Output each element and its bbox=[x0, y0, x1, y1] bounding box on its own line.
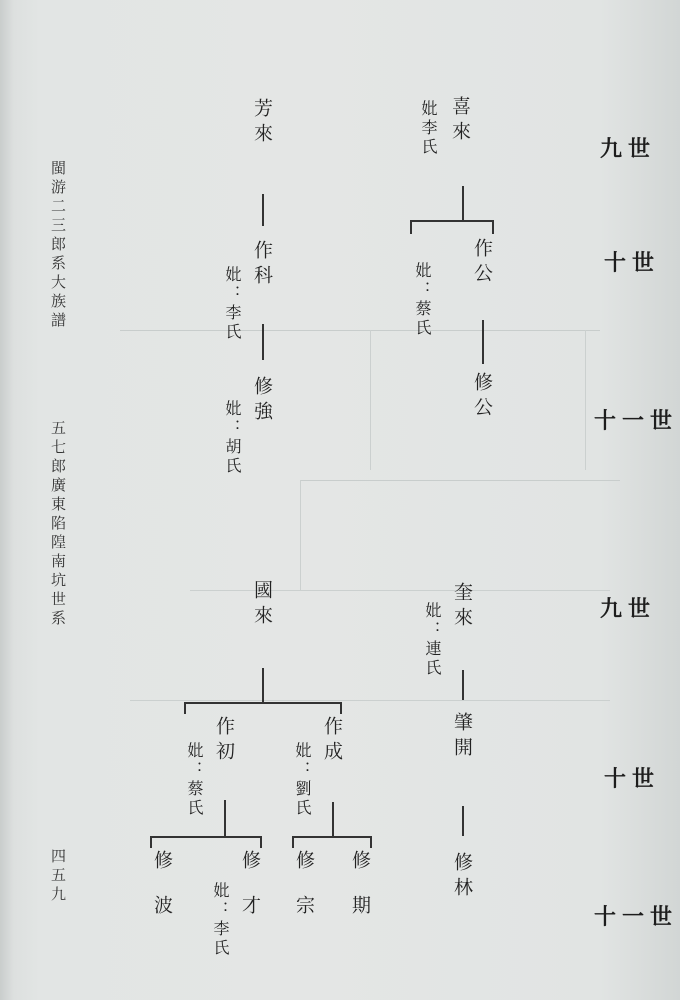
son-a-wife: 妣：蔡氏 bbox=[413, 262, 432, 338]
connector bbox=[462, 806, 464, 836]
son-d2-wife: 妣：蔡氏 bbox=[185, 742, 204, 818]
son-b-wife: 妣：李氏 bbox=[223, 266, 242, 342]
connector bbox=[150, 836, 152, 848]
grandson-b-wife: 妣：胡氏 bbox=[223, 400, 242, 476]
grandson-d1b-name: 修宗 bbox=[293, 850, 315, 940]
son-d1-wife: 妣：劉氏 bbox=[293, 742, 312, 818]
generation-label-9-lower: 九世 bbox=[600, 596, 657, 622]
connector bbox=[224, 800, 226, 836]
connector bbox=[292, 836, 294, 848]
connector bbox=[332, 802, 334, 836]
connector bbox=[462, 670, 464, 700]
generation-label-11: 十一世 bbox=[594, 408, 679, 434]
founder-c-name: 奎來 bbox=[451, 582, 473, 632]
connector bbox=[492, 220, 494, 234]
grandson-d1a-name: 修期 bbox=[349, 850, 371, 940]
founder-d-name: 國來 bbox=[251, 580, 273, 630]
generation-label-11-lower: 十一世 bbox=[594, 904, 679, 930]
connector bbox=[462, 186, 464, 220]
son-d1-name: 作成 bbox=[321, 716, 343, 766]
son-b-name: 作科 bbox=[251, 240, 273, 290]
connector bbox=[410, 220, 494, 222]
son-d2-name: 作初 bbox=[213, 716, 235, 766]
connector bbox=[262, 668, 264, 702]
generation-label-9: 九世 bbox=[600, 136, 657, 162]
generation-label-10: 十世 bbox=[604, 250, 661, 276]
connector bbox=[262, 324, 264, 360]
connector bbox=[410, 220, 412, 234]
connector bbox=[184, 702, 186, 714]
connector bbox=[260, 836, 262, 848]
connector bbox=[482, 320, 484, 364]
grandson-d2a-wife: 妣：李氏 bbox=[211, 882, 230, 958]
grandson-d2a-name: 修才 bbox=[239, 850, 261, 940]
founder-a-name: 喜來 bbox=[449, 96, 471, 146]
son-a-name: 作公 bbox=[471, 238, 493, 288]
son-c-name: 肇開 bbox=[451, 712, 473, 762]
grandson-a-name: 修公 bbox=[471, 372, 493, 422]
connector bbox=[340, 702, 342, 714]
book-title: 閩游二三郎系大族譜 bbox=[49, 160, 67, 331]
connector bbox=[262, 194, 264, 226]
connector bbox=[370, 836, 372, 848]
section-title: 五七郎廣東陷隍南坑世系 bbox=[49, 420, 67, 629]
founder-b-name: 芳來 bbox=[251, 98, 273, 148]
grandson-d2b-name: 修波 bbox=[151, 850, 173, 940]
connector bbox=[150, 836, 262, 838]
founder-c-wife: 妣：連氏 bbox=[423, 602, 442, 678]
generation-label-10-lower: 十世 bbox=[604, 766, 661, 792]
connector bbox=[184, 702, 342, 704]
founder-a-wife: 妣李氏 bbox=[419, 100, 438, 157]
grandson-b-name: 修強 bbox=[251, 376, 273, 426]
connector bbox=[292, 836, 372, 838]
grandson-c-name: 修林 bbox=[451, 852, 473, 902]
page-number: 四五九 bbox=[49, 848, 67, 905]
